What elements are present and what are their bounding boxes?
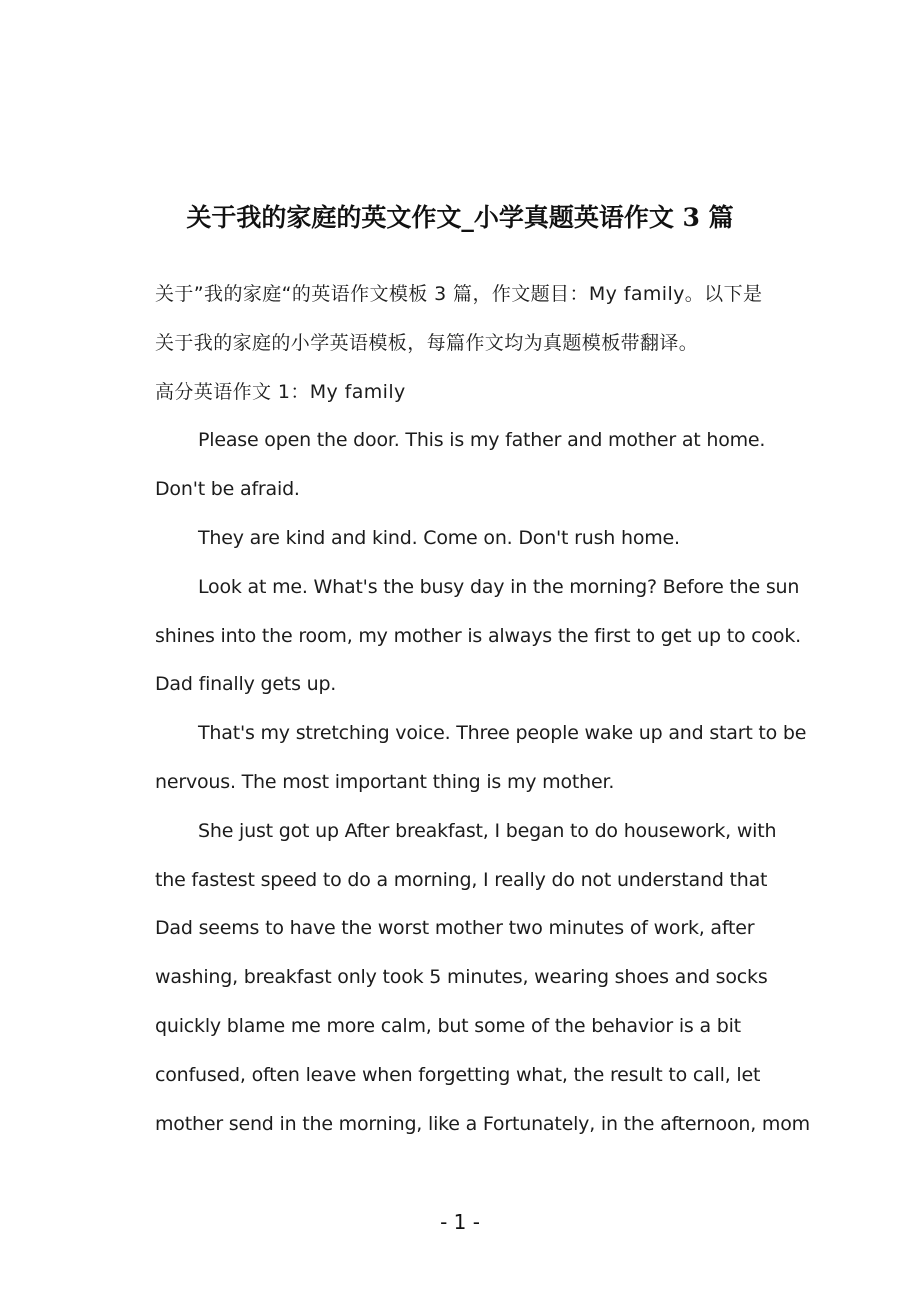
paragraph-line: mother send in the morning, like a Fortunately, in the afternoon, mom	[155, 1112, 810, 1135]
paragraph-line: She just got up After breakfast, I began to do housework, with	[198, 819, 777, 842]
paragraph-line: the fastest speed to do a morning, I really do not understand that	[155, 868, 768, 891]
paragraph-line: That's my stretching voice. Three people wake up and start to be	[198, 722, 807, 745]
paragraph-line: They are kind and kind. Come on. Don't rush home.	[198, 526, 680, 549]
paragraph-line: quickly blame me more calm, but some of the behavior is a bit	[155, 1014, 741, 1037]
paragraph-line: nervous. The most important thing is my mother.	[155, 770, 615, 793]
paragraph-line: Please open the door. This is my father and mother at home.	[198, 429, 766, 452]
paragraph-line: shines into the room, my mother is always the first to get up to cook.	[155, 624, 801, 647]
essay-heading: 高分英语作文 1：My family	[155, 380, 406, 403]
paragraph-line: Don't be afraid.	[155, 478, 300, 501]
paragraph-line: Dad finally gets up.	[155, 673, 337, 696]
paragraph-line: 关于”我的家庭“的英语作文模板 3 篇，作文题目：My family。以下是	[155, 283, 763, 305]
paragraph-line: Dad seems to have the worst mother two minutes of work, after	[155, 917, 755, 940]
document-body	[155, 270, 810, 1148]
page-number: - 1 -	[440, 1210, 480, 1234]
paragraph-line: confused, often leave when forgetting what, the result to call, let	[155, 1063, 761, 1086]
paragraph-line: washing, breakfast only took 5 minutes, wearing shoes and socks	[155, 966, 768, 989]
paragraph-line: Look at me. What's the busy day in the morning? Before the sun	[198, 575, 800, 598]
paragraph-line: 关于我的家庭的小学英语模板，每篇作文均为真题模板带翻译。	[155, 331, 699, 354]
document-title: 关于我的家庭的英文作文_小学真题英语作文 3 篇	[186, 203, 734, 232]
